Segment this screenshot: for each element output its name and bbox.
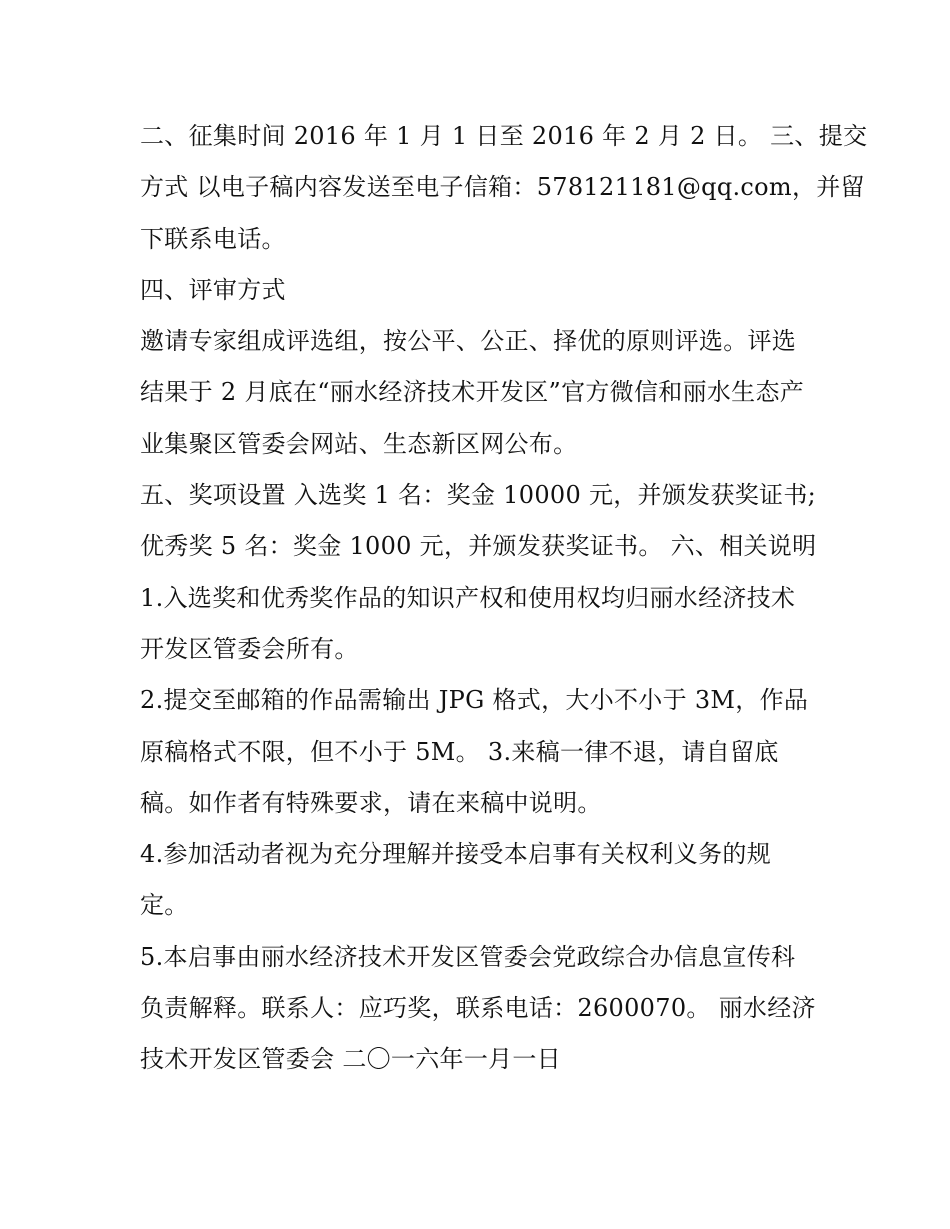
text-line: 方式 以电子稿内容发送至电子信箱：578121181@qq.com，并留 [140, 173, 865, 202]
text-line: 二、征集时间 2016 年 1 月 1 日至 2016 年 2 月 2 日。 三、提交 [140, 122, 868, 150]
text-line: 原稿格式不限，但不小于 5M。 3.来稿一律不退，请自留底 [140, 737, 779, 766]
text-line: 定。 [140, 891, 189, 920]
text-line: 稿。如作者有特殊要求，请在来稿中说明。 [140, 788, 602, 817]
text-line: 技术开发区管委会 二〇一六年一月一日 [140, 1045, 562, 1074]
text-line: 5.本启事由丽水经济技术开发区管委会党政综合办信息宣传科 [140, 942, 796, 971]
section-heading: 四、评审方式 [140, 275, 286, 304]
text-line: 4.参加活动者视为充分理解并接受本启事有关权利义务的规 [140, 840, 771, 869]
document-body [140, 111, 868, 1086]
text-line: 优秀奖 5 名：奖金 1000 元，并颁发获奖证书。 六、相关说明 [140, 532, 817, 561]
text-line: 业集聚区管委会网站、生态新区网公布。 [140, 429, 578, 458]
text-line: 开发区管委会所有。 [140, 634, 359, 663]
text-line: 2.提交至邮箱的作品需输出 JPG 格式，大小不小于 3M，作品 [140, 686, 809, 715]
text-line: 1.入选奖和优秀奖作品的知识产权和使用权均归丽水经济技术 [140, 583, 796, 612]
text-line: 负责解释。联系人：应巧奖，联系电话：2600070。 丽水经济 [140, 994, 816, 1023]
text-line: 下联系电话。 [140, 224, 286, 253]
text-line: 结果于 2 月底在“丽水经济技术开发区”官方微信和丽水生态产 [140, 378, 805, 407]
text-line: 邀请专家组成评选组，按公平、公正、择优的原则评选。评选 [140, 327, 797, 356]
text-line: 五、奖项设置 入选奖 1 名：奖金 10000 元，并颁发获奖证书; [140, 481, 817, 510]
